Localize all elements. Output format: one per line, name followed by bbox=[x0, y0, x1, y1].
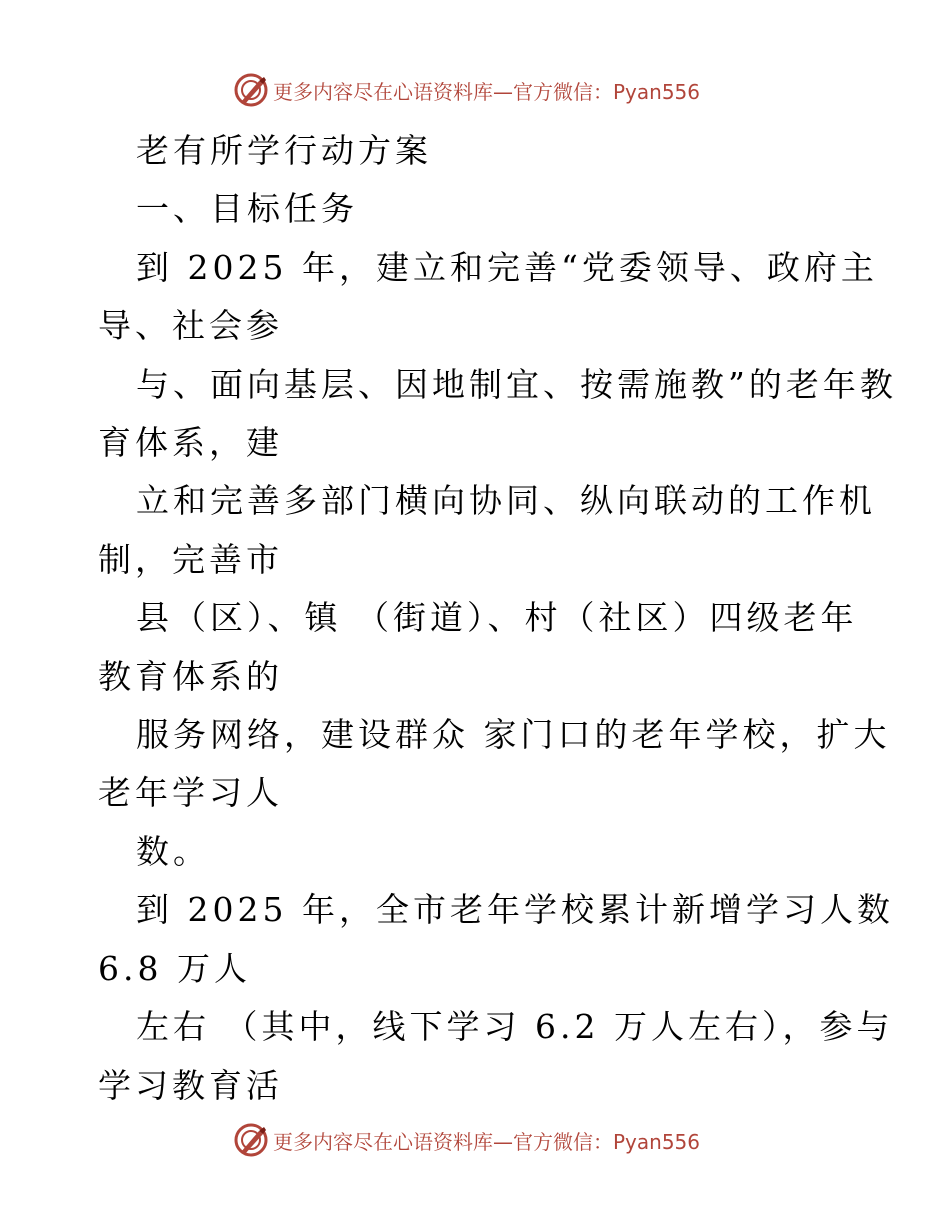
document-body bbox=[98, 122, 897, 1115]
paragraph-line: 到 2025 年，全市老年学校累计新增学习人数 bbox=[136, 890, 894, 930]
paragraph-line: 县（区）、镇 （街道）、村（社区）四级老年 bbox=[136, 598, 858, 638]
pen-logo-icon bbox=[233, 72, 269, 108]
paragraph-line: 学习教育活 bbox=[98, 1065, 283, 1105]
paragraph-line: 制，完善市 bbox=[98, 539, 283, 579]
paragraph-line: 到 2025 年，建立和完善“党委领导、政府主 bbox=[136, 247, 878, 287]
document-title: 老有所学行动方案 bbox=[136, 131, 432, 170]
paragraph-line: 教育体系的 bbox=[98, 656, 283, 696]
header-watermark-banner bbox=[233, 72, 700, 108]
paragraph-line: 数。 bbox=[136, 831, 210, 871]
footer-watermark-banner bbox=[233, 1122, 700, 1158]
paragraph-line: 育体系，建 bbox=[98, 423, 283, 463]
header-watermark-text: 更多内容尽在心语资料库—官方微信：Pyan556 bbox=[273, 79, 701, 104]
paragraph-line: 6.8 万人 bbox=[98, 948, 251, 988]
paragraph-line: 导、社会参 bbox=[98, 306, 283, 346]
paragraph-line: 与、面向基层、因地制宜、按需施教”的老年教 bbox=[136, 364, 897, 404]
paragraph-line: 老年学习人 bbox=[98, 773, 283, 813]
section-heading: 一、目标任务 bbox=[136, 189, 358, 229]
paragraph-line: 左右 （其中，线下学习 6.2 万人左右），参与 bbox=[136, 1007, 894, 1047]
footer-watermark-text: 更多内容尽在心语资料库—官方微信：Pyan556 bbox=[273, 1129, 701, 1154]
paragraph-line: 服务网络，建设群众 家门口的老年学校，扩大 bbox=[136, 715, 891, 755]
pen-logo-icon bbox=[233, 1122, 269, 1158]
paragraph-line: 立和完善多部门横向协同、纵向联动的工作机 bbox=[136, 481, 876, 521]
